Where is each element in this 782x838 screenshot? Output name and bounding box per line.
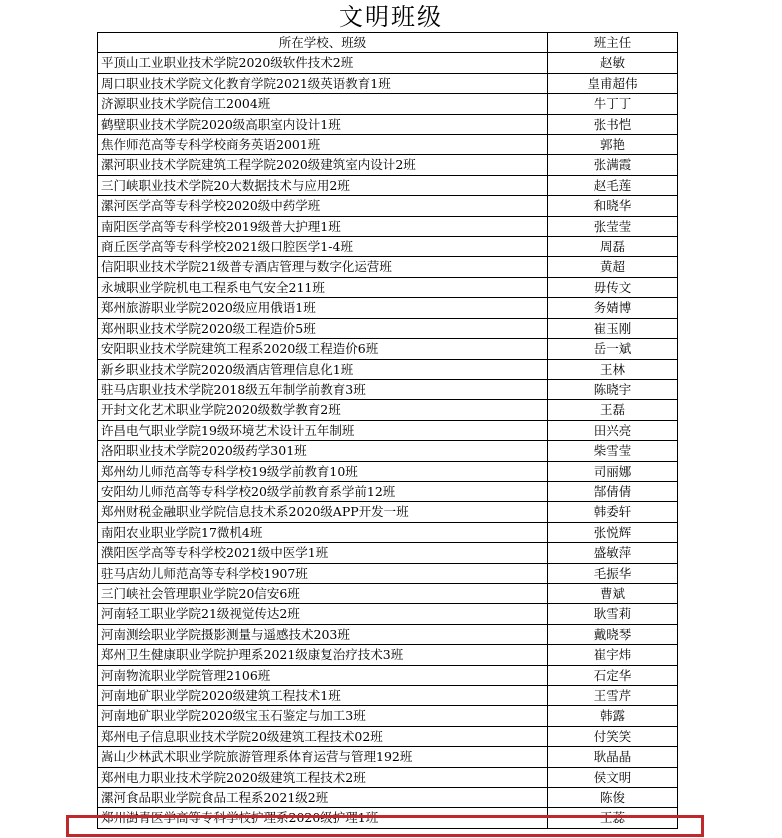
school-class-cell: 信阳职业技术学院21级普专酒店管理与数字化运营班 xyxy=(98,257,548,277)
table-row xyxy=(98,543,678,563)
table-row xyxy=(98,522,678,542)
head-teacher-cell: 毋传文 xyxy=(548,277,678,297)
head-teacher-cell: 王林 xyxy=(548,359,678,379)
school-class-cell: 开封文化艺术职业学院2020级数学教育2班 xyxy=(98,400,548,420)
table-row xyxy=(98,298,678,318)
head-teacher-cell: 赵敏 xyxy=(548,53,678,73)
school-class-cell: 三门峡职业技术学院20大数据技术与应用2班 xyxy=(98,175,548,195)
school-class-cell: 鹤壁职业技术学院2020级高职室内设计1班 xyxy=(98,114,548,134)
school-class-cell: 嵩山少林武术职业学院旅游管理系体育运营与管理192班 xyxy=(98,747,548,767)
school-class-cell: 濮阳医学高等专科学校2021级中医学1班 xyxy=(98,543,548,563)
head-teacher-cell: 牛丁丁 xyxy=(548,94,678,114)
table-row xyxy=(98,747,678,767)
head-teacher-cell: 崔玉刚 xyxy=(548,318,678,338)
head-teacher-cell: 韩露 xyxy=(548,706,678,726)
table-row xyxy=(98,277,678,297)
table-row xyxy=(98,379,678,399)
school-class-cell: 安阳职业技术学院建筑工程系2020级工程造价6班 xyxy=(98,339,548,359)
school-class-cell: 商丘医学高等专科学校2021级口腔医学1-4班 xyxy=(98,237,548,257)
school-class-cell: 漯河食品职业学院食品工程系2021级2班 xyxy=(98,788,548,808)
table-row xyxy=(98,53,678,73)
table-row xyxy=(98,502,678,522)
head-teacher-cell: 付笑笑 xyxy=(548,726,678,746)
school-class-cell: 漯河职业技术学院建筑工程学院2020级建筑室内设计2班 xyxy=(98,155,548,175)
school-class-cell: 南阳医学高等专科学校2019级普大护理1班 xyxy=(98,216,548,236)
head-teacher-cell: 耿晶晶 xyxy=(548,747,678,767)
honor-class-table xyxy=(97,32,678,829)
school-class-cell: 河南地矿职业学院2020级建筑工程技术1班 xyxy=(98,686,548,706)
school-class-cell: 周口职业技术学院文化教育学院2021级英语教育1班 xyxy=(98,73,548,93)
table-header-row xyxy=(98,33,678,53)
table-row xyxy=(98,563,678,583)
table-row xyxy=(98,767,678,787)
school-class-cell: 郑州财税金融职业学院信息技术系2020级APP开发一班 xyxy=(98,502,548,522)
head-teacher-cell: 戴晓琴 xyxy=(548,624,678,644)
head-teacher-cell: 周磊 xyxy=(548,237,678,257)
table-row xyxy=(98,686,678,706)
head-teacher-cell: 张书恺 xyxy=(548,114,678,134)
table-row xyxy=(98,94,678,114)
head-teacher-cell: 田兴亮 xyxy=(548,420,678,440)
school-class-cell: 洛阳职业技术学院2020级药学301班 xyxy=(98,441,548,461)
head-teacher-cell: 耿雪莉 xyxy=(548,604,678,624)
school-class-cell: 安阳幼儿师范高等专科学校20级学前教育系学前12班 xyxy=(98,481,548,501)
school-class-cell: 郑州旅游职业学院2020级应用俄语1班 xyxy=(98,298,548,318)
school-class-cell: 河南地矿职业学院2020级宝玉石鉴定与加工3班 xyxy=(98,706,548,726)
school-class-cell: 郑州卫生健康职业学院护理系2021级康复治疗技术3班 xyxy=(98,645,548,665)
head-teacher-cell: 张满霞 xyxy=(548,155,678,175)
head-teacher-cell: 张莹莹 xyxy=(548,216,678,236)
head-teacher-cell: 张悦辉 xyxy=(548,522,678,542)
table-row xyxy=(98,788,678,808)
school-class-cell: 河南测绘职业学院摄影测量与遥感技术203班 xyxy=(98,624,548,644)
school-class-cell: 南阳农业职业学院17微机4班 xyxy=(98,522,548,542)
head-teacher-cell: 赵毛莲 xyxy=(548,175,678,195)
table-row xyxy=(98,461,678,481)
head-teacher-cell: 韩委轩 xyxy=(548,502,678,522)
table-row xyxy=(98,339,678,359)
school-class-cell: 河南物流职业学院管理2106班 xyxy=(98,665,548,685)
school-class-cell: 河南轻工职业学院21级视觉传达2班 xyxy=(98,604,548,624)
head-teacher-cell: 黄超 xyxy=(548,257,678,277)
table-row xyxy=(98,706,678,726)
school-class-cell: 焦作师范高等专科学校商务英语2001班 xyxy=(98,135,548,155)
head-teacher-cell: 郜倩倩 xyxy=(548,481,678,501)
table-row xyxy=(98,155,678,175)
head-teacher-cell: 陈俊 xyxy=(548,788,678,808)
school-class-cell: 驻马店幼儿师范高等专科学校1907班 xyxy=(98,563,548,583)
head-teacher-cell: 石定华 xyxy=(548,665,678,685)
head-teacher-cell: 王雪芹 xyxy=(548,686,678,706)
head-teacher-cell: 盛敏萍 xyxy=(548,543,678,563)
head-teacher-cell: 崔宇炜 xyxy=(548,645,678,665)
table-row xyxy=(98,645,678,665)
school-class-cell: 平顶山工业职业技术学院2020级软件技术2班 xyxy=(98,53,548,73)
table-row xyxy=(98,175,678,195)
table-row xyxy=(98,114,678,134)
head-teacher-cell: 岳一斌 xyxy=(548,339,678,359)
table-row xyxy=(98,624,678,644)
school-class-cell: 驻马店职业技术学院2018级五年制学前教育3班 xyxy=(98,379,548,399)
school-class-cell: 新乡职业技术学院2020级酒店管理信息化1班 xyxy=(98,359,548,379)
column-header-school-class: 所在学校、班级 xyxy=(98,33,548,53)
table-row xyxy=(98,604,678,624)
head-teacher-cell: 侯文明 xyxy=(548,767,678,787)
school-class-cell: 郑州电力职业技术学院2020级建筑工程技术2班 xyxy=(98,767,548,787)
table-row xyxy=(98,73,678,93)
head-teacher-cell: 王磊 xyxy=(548,400,678,420)
school-class-cell: 许昌电气职业学院19级环境艺术设计五年制班 xyxy=(98,420,548,440)
table-row xyxy=(98,237,678,257)
table-row xyxy=(98,420,678,440)
table-row xyxy=(98,665,678,685)
table-row xyxy=(98,441,678,461)
table-row xyxy=(98,257,678,277)
table-row xyxy=(98,359,678,379)
head-teacher-cell: 曹斌 xyxy=(548,583,678,603)
school-class-cell: 郑州幼儿师范高等专科学校19级学前教育10班 xyxy=(98,461,548,481)
table-body xyxy=(98,53,678,828)
table-row xyxy=(98,481,678,501)
page-title: 文明班级 xyxy=(339,3,443,31)
school-class-cell: 郑州澍青医学高等专科学校护理系2020级护理1班 xyxy=(98,808,548,828)
table-row xyxy=(98,216,678,236)
school-class-cell: 三门峡社会管理职业学院20信安6班 xyxy=(98,583,548,603)
table-row xyxy=(98,400,678,420)
column-header-head-teacher: 班主任 xyxy=(548,33,678,53)
school-class-cell: 济源职业技术学院信工2004班 xyxy=(98,94,548,114)
school-class-cell: 漯河医学高等专科学校2020级中药学班 xyxy=(98,196,548,216)
table-row xyxy=(98,135,678,155)
head-teacher-cell: 郭艳 xyxy=(548,135,678,155)
table-row xyxy=(98,726,678,746)
table-row xyxy=(98,808,678,828)
head-teacher-cell: 陈晓宇 xyxy=(548,379,678,399)
table-row xyxy=(98,318,678,338)
head-teacher-cell: 司丽娜 xyxy=(548,461,678,481)
table-row xyxy=(98,196,678,216)
head-teacher-cell: 柴雪莹 xyxy=(548,441,678,461)
table-row xyxy=(98,583,678,603)
head-teacher-cell: 皇甫超伟 xyxy=(548,73,678,93)
head-teacher-cell: 毛振华 xyxy=(548,563,678,583)
school-class-cell: 郑州职业技术学院2020级工程造价5班 xyxy=(98,318,548,338)
school-class-cell: 永城职业学院机电工程系电气安全211班 xyxy=(98,277,548,297)
head-teacher-cell: 王蕊 xyxy=(548,808,678,828)
school-class-cell: 郑州电子信息职业技术学院20级建筑工程技术02班 xyxy=(98,726,548,746)
head-teacher-cell: 和晓华 xyxy=(548,196,678,216)
head-teacher-cell: 务婧博 xyxy=(548,298,678,318)
